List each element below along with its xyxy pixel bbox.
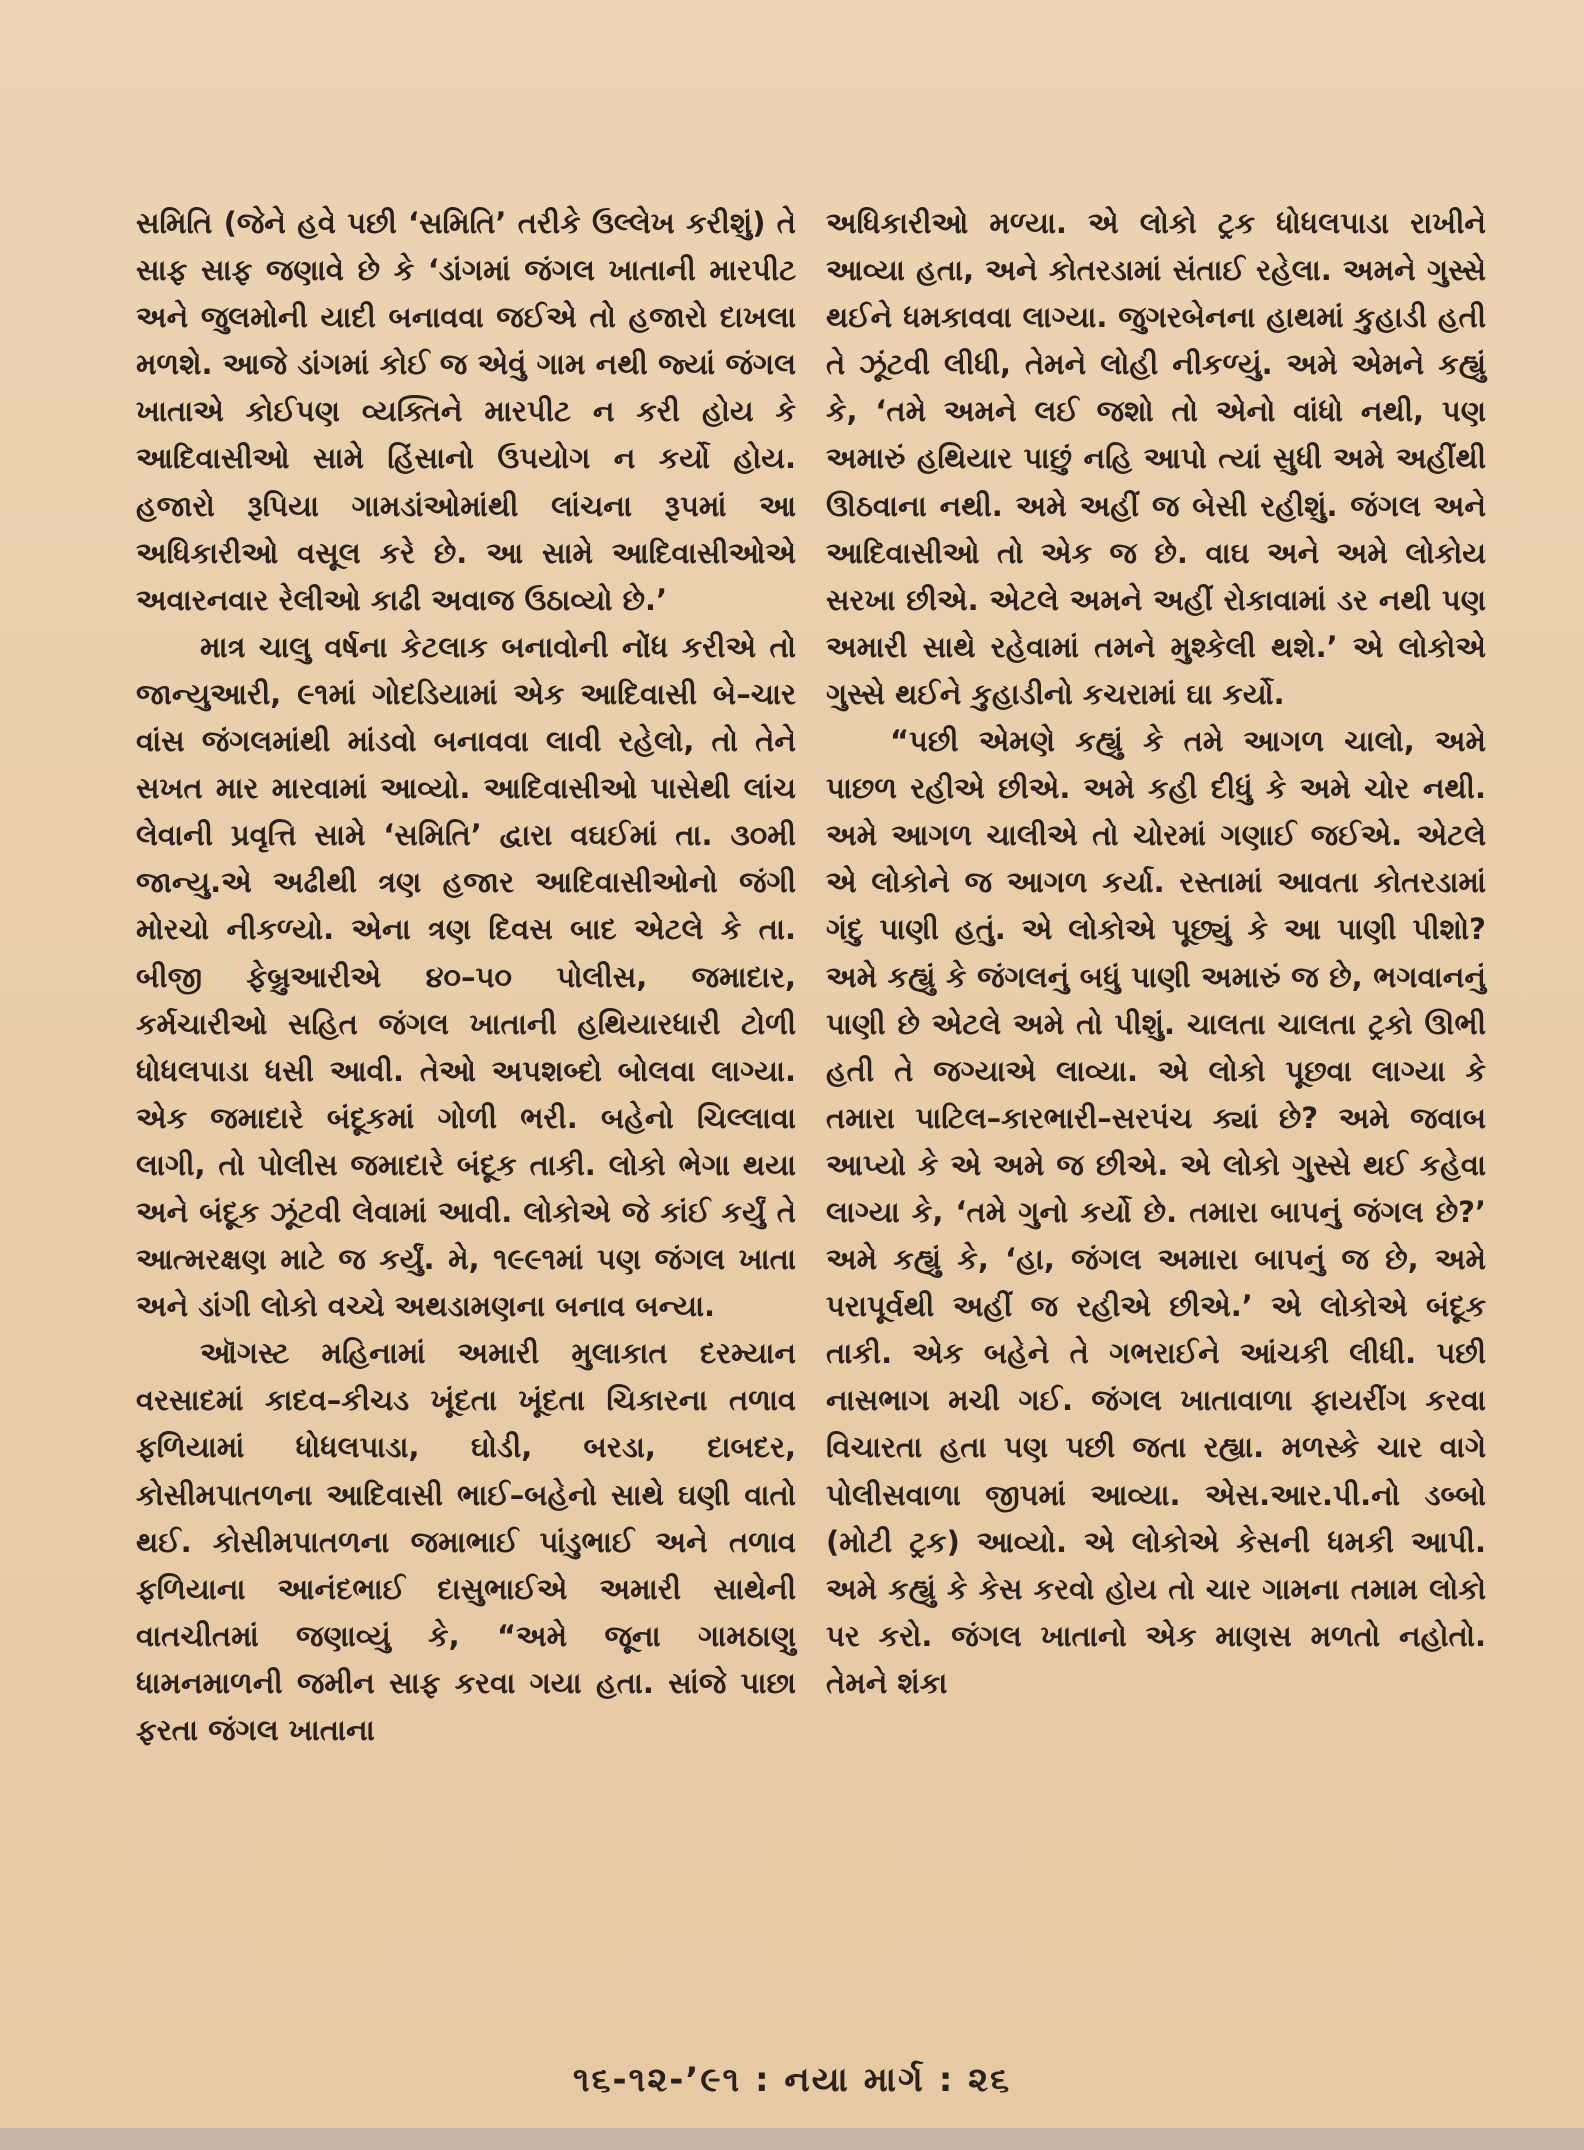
- scan-edge: [0, 2128, 1584, 2150]
- right-column: [826, 200, 1486, 1707]
- paragraph: સમિતિ (જેને હવે પછી ‘સમિતિ’ તરીકે ઉલ્લેખ કરીશું) તે સાફ સાફ જણાવે છે કે ‘ડાંગમાં જંગલ ખાતાની મારપીટ અને જુલમોની યાદી બનાવવા જઈએ તો હજારો દાખલા મળશે. આજે ડાંગમાં કોઈ જ એવું ગામ નથી જ્યાં જંગલ ખાતાએ કોઈપણ વ્યક્તિને મારપીટ ન કરી હોય કે આદિવાસીઓ સામે હિંસાનો ઉપયોગ ન કર્યો હોય. હજારો રૂપિયા ગામડાંઓમાંથી લાંચના રૂપમાં આ અધિકારીઓ વસૂલ કરે છે. આ સામે આદિવાસીઓએ અવારનવાર રેલીઓ કાઢી અવાજ ઉઠાવ્યો છે.’: [136, 206, 796, 617]
- paragraph: માત્ર ચાલુ વર્ષના કેટલાક બનાવોની નોંધ કરીએ તો જાન્યુઆરી, ૯૧માં ગોદડિયામાં એક આદિવાસી બે–ચાર વાંસ જંગલમાંથી માંડવો બનાવવા લાવી રહેલો, તો તેને સખત માર મારવામાં આવ્યો. આદિવાસીઓ પાસેથી લાંચ લેવાની પ્રવૃત્તિ સામે ‘સમિતિ’ દ્વારા વઘઈમાં તા. ૩૦મી જાન્યુ.એ અઢીથી ત્રણ હજાર આદિવાસીઓનો જંગી મોરચો નીકળ્યો. એના ત્રણ દિવસ બાદ એટલે કે તા. બીજી ફેબ્રુઆરીએ ૪૦–૫૦ પોલીસ, જમાદાર, કર્મચારીઓ સહિત જંગલ ખાતાની હથિયારધારી ટોળી ધોધલપાડા ધસી આવી. તેઓ અપશબ્દો બોલવા લાગ્યા. એક જમાદારે બંદૂકમાં ગોળી ભરી. બહેનો ચિલ્લાવા લાગી, તો પોલીસ જમાદારે બંદૂક તાકી. લોકો ભેગા થયા અને બંદૂક ઝૂંટવી લેવામાં આવી. લોકોએ જે કાંઈ કર્યું તે આત્મરક્ષણ માટે જ કર્યું. મે, ૧૯૯૧માં પણ જંગલ ખાતા અને ડાંગી લોકો વચ્ચે અથડામણના બનાવ બન્યા.: [136, 629, 796, 1324]
- paragraph: ઑગસ્ટ મહિનામાં અમારી મુલાકાત દરમ્યાન વરસાદમાં કાદવ–કીચડ ખૂંદતા ખૂંદતા ચિકારના તળાવ ફળિયામાં ધોધલપાડા, ઘોડી, બરડા, દાબદર, કોસીમપાતળના આદિવાસી ભાઈ–બહેનો સાથે ઘણી વાતો થઈ. કોસીમપાતળના જમાભાઈ પાંડુભાઈ અને તળાવ ફળિયાના આનંદભાઈ દાસુભાઈએ અમારી સાથેની વાતચીતમાં જણાવ્યું કે, “અમે જૂના ગામઠાણુ ધામનમાળની જમીન સાફ કરવા ગયા હતા. સાંજે પાછા ફરતા જંગલ ખાતાના: [136, 1336, 796, 1747]
- page-footer: ૧૬-૧૨-’૯૧ : નયા માર્ગ : ૨૬: [572, 2060, 1012, 2100]
- left-column: [136, 200, 796, 1754]
- paragraph: “પછી એમણે કહ્યું કે તમે આગળ ચાલો, અમે પાછળ રહીએ છીએ. અમે કહી દીધું કે અમે ચોર નથી. અમે આગળ ચાલીએ તો ચોરમાં ગણાઈ જઈએ. એટલે એ લોકોને જ આગળ કર્યા. રસ્તામાં આવતા કોતરડામાં ગંદુ પાણી હતું. એ લોકોએ પૂછ્યું કે આ પાણી પીશો? અમે કહ્યું કે જંગલનું બધું પાણી અમારું જ છે, ભગવાનનું પાણી છે એટલે અમે તો પીશું. ચાલતા ચાલતા ટ્રકો ઊભી હતી તે જગ્યાએ લાવ્યા. એ લોકો પૂછવા લાગ્યા કે તમારા પાટિલ–કારભારી–સરપંચ ક્યાં છે? અમે જવાબ આપ્યો કે એ અમે જ છીએ. એ લોકો ગુસ્સે થઈ કહેવા લાગ્યા કે, ‘તમે ગુનો કર્યો છે. તમારા બાપનું જંગલ છે?’ અમે કહ્યું કે, ‘હા, જંગલ અમારા બાપનું જ છે, અમે પરાપૂર્વથી અહીં જ રહીએ છીએ.’ એ લોકોએ બંદૂક તાકી. એક બહેને તે ગભરાઈને આંચકી લીધી. પછી નાસભાગ મચી ગઈ. જંગલ ખાતાવાળા ફાયરીંગ કરવા વિચારતા હતા પણ પછી જતા રહ્યા. મળસ્કે ચાર વાગે પોલીસવાળા જીપમાં આવ્યા. એસ.આર.પી.નો ડબ્બો (મોટી ટ્રક) આવ્યો. એ લોકોએ કેસની ધમકી આપી. અમે કહ્યું કે કેસ કરવો હોય તો ચાર ગામના તમામ લોકો પર કરો. જંગલ ખાતાનો એક માણસ મળતો નહોતો. તેમને શંકા: [826, 724, 1486, 1700]
- paragraph: અધિકારીઓ મળ્યા. એ લોકો ટ્રક ધોધલપાડા રાખીને આવ્યા હતા, અને કોતરડામાં સંતાઈ રહેલા. અમને ગુસ્સે થઈને ધમકાવવા લાગ્યા. જુગરબેનના હાથમાં કુહાડી હતી તે ઝૂંટવી લીધી, તેમને લોહી નીકળ્યું. અમે એમને કહ્યું કે, ‘તમે અમને લઈ જશો તો એનો વાંધો નથી, પણ અમારું હથિયાર પાછું નહિ આપો ત્યાં સુધી અમે અહીંથી ઊઠવાના નથી. અમે અહીં જ બેસી રહીશું. જંગલ અને આદિવાસીઓ તો એક જ છે. વાઘ અને અમે લોકોય સરખા છીએ. એટલે અમને અહીં રોકાવામાં ડર નથી પણ અમારી સાથે રહેવામાં તમને મુશ્કેલી થશે.’ એ લોકોએ ગુસ્સે થઈને કુહાડીનો કચરામાં ઘા કર્યો.: [826, 206, 1486, 711]
